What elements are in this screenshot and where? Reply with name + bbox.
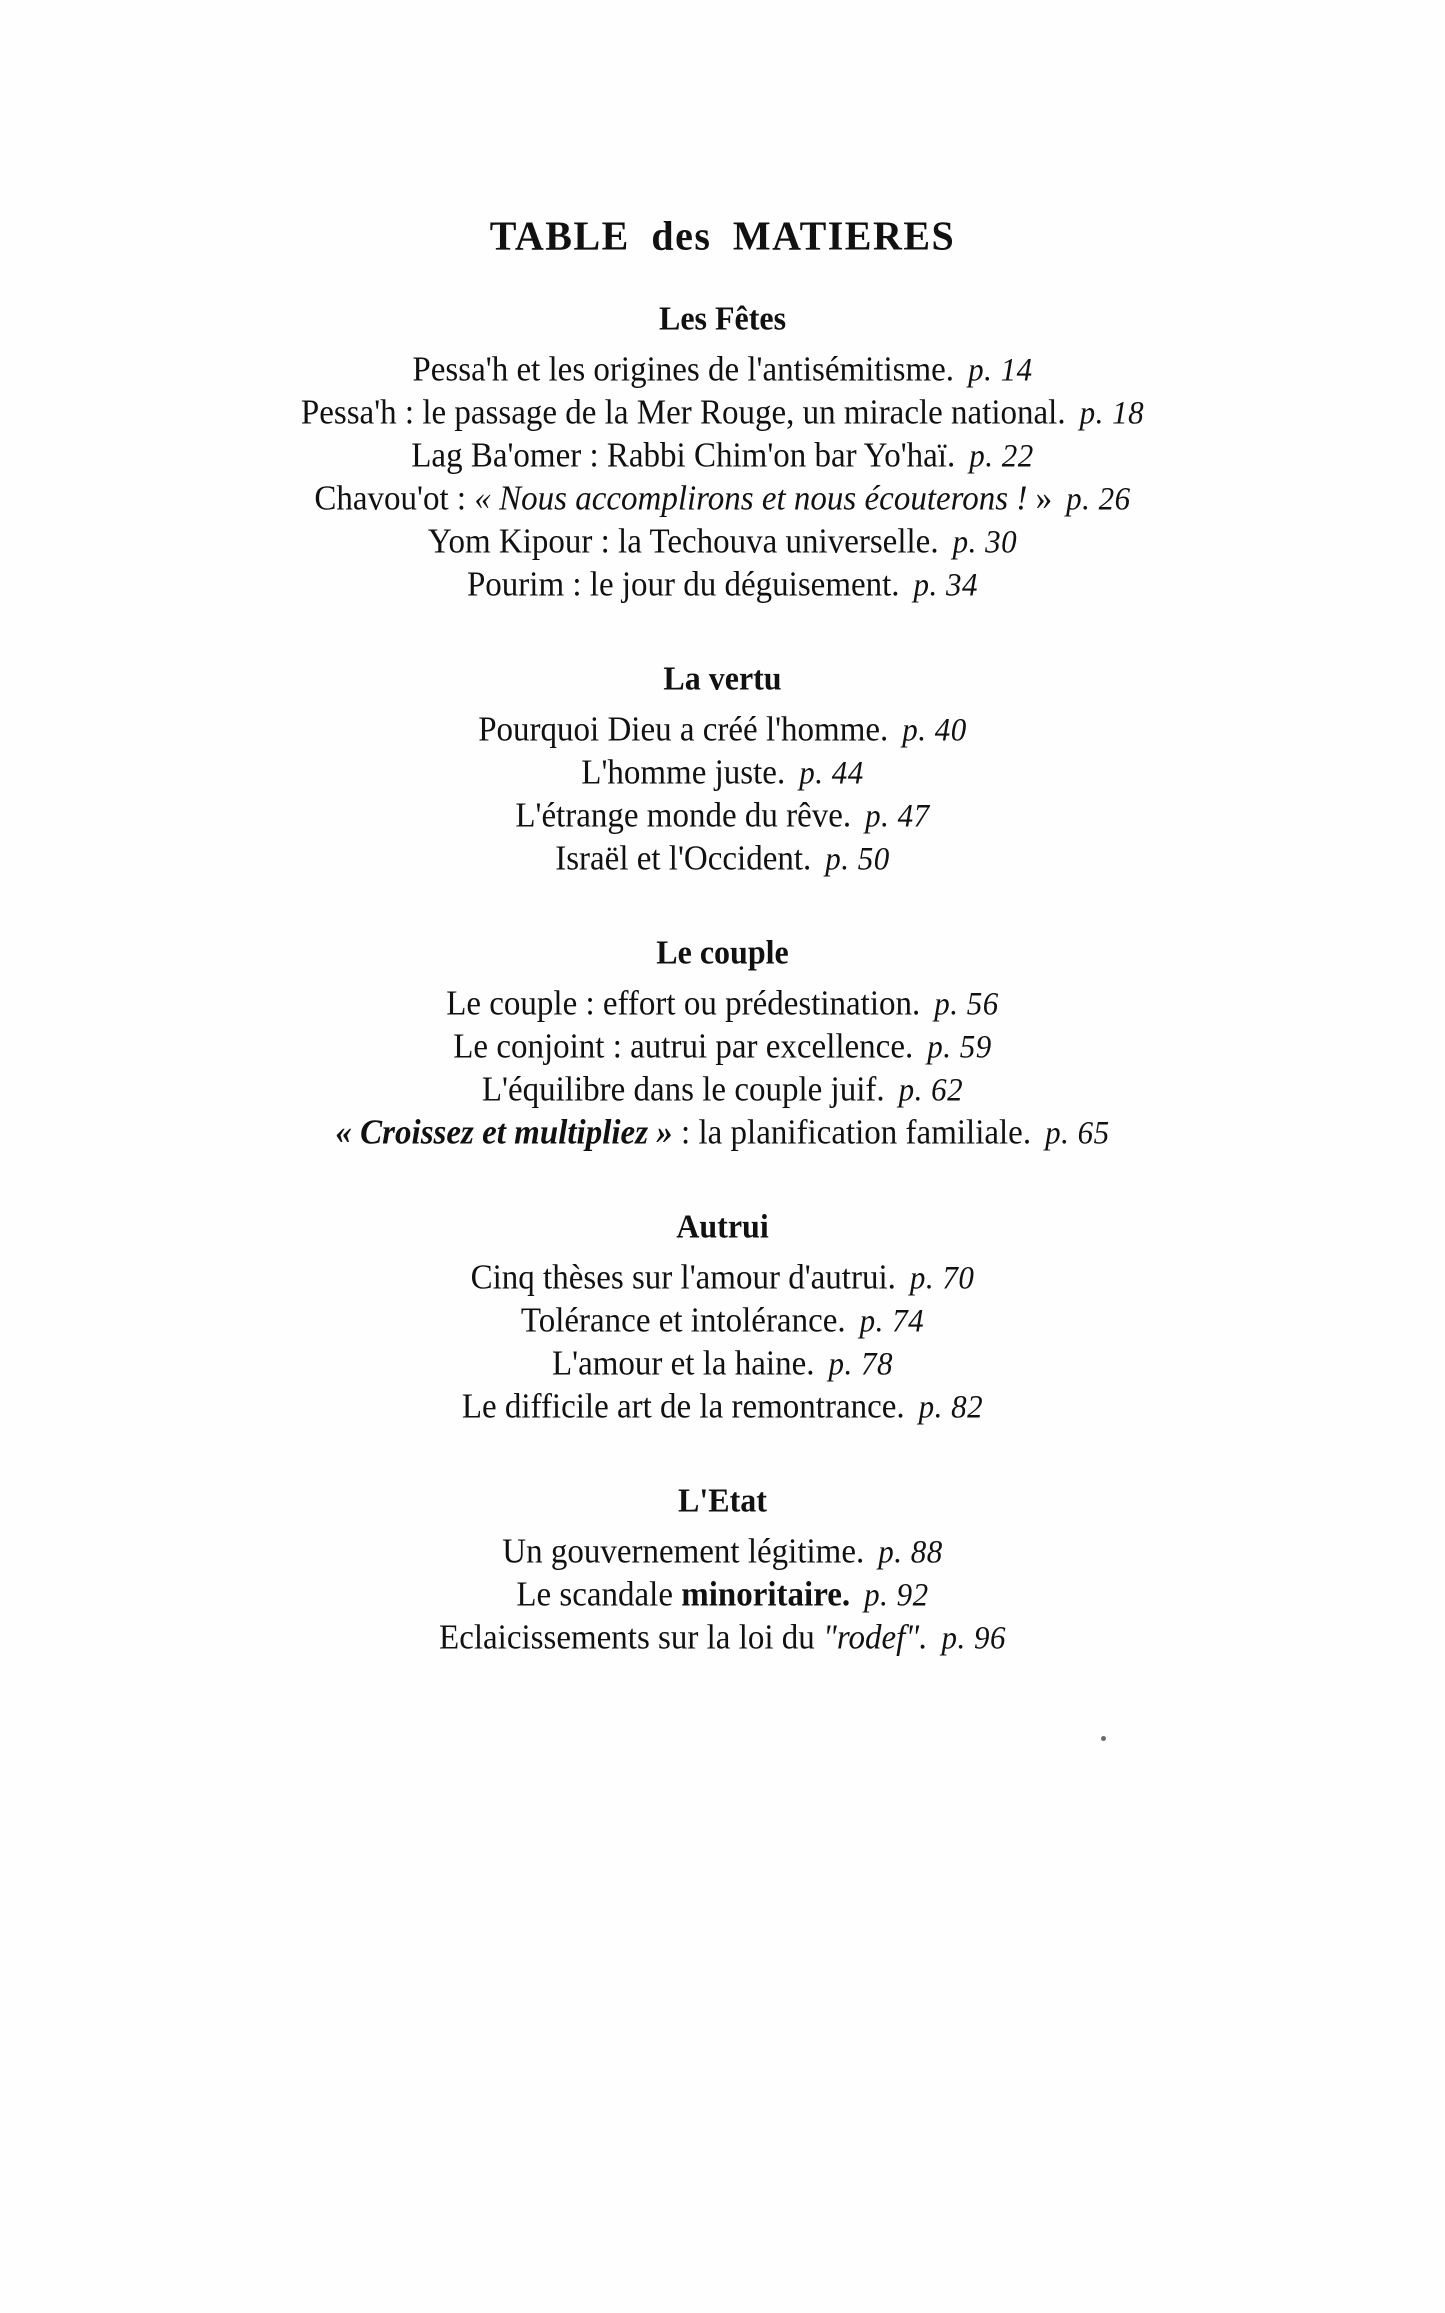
toc-entry-page-number: p. 30 [952, 522, 1018, 560]
toc-entry-title: L'étrange monde du rêve. [515, 796, 852, 836]
toc-entry-list [0, 350, 1445, 605]
toc-entry-title: L'amour et la haine. [551, 1344, 815, 1384]
toc-entry-title: Tolérance et intolérance. [520, 1301, 846, 1341]
toc-entry[interactable] [0, 1258, 1445, 1298]
toc-entry-page-number: p. 44 [799, 753, 864, 791]
toc-entry-list [0, 1532, 1445, 1658]
toc-entry[interactable] [0, 393, 1445, 433]
toc-entry-page-number: p. 96 [941, 1618, 1006, 1656]
toc-entry-page-number: p. 26 [1066, 479, 1131, 517]
toc-entry[interactable] [0, 796, 1445, 836]
toc-entry-title: Yom Kipour : la Techouva universelle. [427, 522, 939, 562]
toc-entry-title: Le couple : effort ou prédestination. [446, 984, 921, 1024]
toc-entry-page-number: p. 34 [913, 565, 979, 603]
section-spacer [0, 1424, 1445, 1480]
toc-section [0, 1480, 1445, 1658]
section-heading: Le couple [656, 933, 789, 971]
toc-entry[interactable] [0, 1301, 1445, 1341]
toc-entry-page-number: p. 59 [927, 1027, 992, 1065]
toc-entry[interactable] [0, 839, 1445, 879]
toc-entry-page-number: p. 92 [864, 1575, 929, 1613]
section-heading: Les Fêtes [658, 299, 787, 337]
toc-entry-title: Pourquoi Dieu a créé l'homme. [478, 710, 889, 750]
toc-section [0, 298, 1445, 605]
toc-entry-page-number: p. 56 [934, 984, 999, 1022]
toc-entry-title: Pessa'h : le passage de la Mer Rouge, un miracle national. [300, 393, 1066, 433]
toc-section [0, 658, 1445, 879]
toc-entry-title: Lag Ba'omer : Rabbi Chim'on bar Yo'haï. [411, 436, 956, 476]
section-spacer [0, 876, 1445, 932]
toc-entry-title: Israël et l'Occident. [555, 839, 812, 879]
toc-entry-page-number: p. 88 [878, 1532, 943, 1570]
toc-entry-title: « Croissez et multipliez » [335, 1113, 673, 1153]
toc-entry-title: Chavou'ot : [314, 479, 475, 519]
section-spacer [0, 1150, 1445, 1206]
toc-entry-page-number: p. 78 [828, 1344, 893, 1382]
scan-speck [1101, 1736, 1106, 1741]
toc-entry-title: Un gouvernement légitime. [502, 1532, 865, 1572]
toc-section [0, 1206, 1445, 1427]
toc-entry-list [0, 1258, 1445, 1427]
toc-entry-page-number: p. 47 [865, 796, 930, 834]
toc-entry-title: Cinq thèses sur l'amour d'autrui. [470, 1258, 896, 1298]
toc-entry[interactable] [0, 522, 1445, 562]
toc-entry-title: L'équilibre dans le couple juif. [481, 1070, 885, 1110]
toc-entry-title: : la planification familiale. [672, 1113, 1032, 1153]
toc-entry-page-number: p. 74 [859, 1301, 925, 1339]
toc-entry[interactable] [0, 753, 1445, 793]
toc-entry[interactable] [0, 1344, 1445, 1384]
toc-entry[interactable] [0, 479, 1445, 519]
toc-entry-page-number: p. 40 [902, 710, 967, 748]
toc-entry[interactable] [0, 710, 1445, 750]
toc-entry-page-number: p. 18 [1079, 393, 1145, 431]
section-heading: L'Etat [678, 1481, 767, 1519]
toc-entry-title: minoritaire. [681, 1575, 851, 1615]
toc-entry-page-number: p. 14 [968, 350, 1033, 388]
toc-entry-title: Pourim : le jour du déguisement. [466, 565, 900, 605]
toc-entry-title: Pessa'h et les origines de l'antisémitisme. [412, 350, 955, 390]
toc-entry-list [0, 984, 1445, 1153]
toc-entry-title: Le scandale [516, 1575, 682, 1615]
toc-entry[interactable] [0, 436, 1445, 476]
toc-entry[interactable] [0, 1027, 1445, 1067]
toc-entry-page-number: p. 82 [918, 1387, 984, 1425]
toc-entry[interactable] [0, 1532, 1445, 1572]
toc-entry[interactable] [0, 1387, 1445, 1427]
page-title: TABLE des MATIERES [489, 212, 956, 260]
toc-entry-page-number: p. 50 [825, 839, 890, 877]
toc-entry[interactable] [0, 1070, 1445, 1110]
toc-entry-title: "rodef". [823, 1618, 928, 1658]
toc-entry[interactable] [0, 350, 1445, 390]
toc-entry-page-number: p. 22 [969, 436, 1034, 474]
toc-entry-title: » [1027, 479, 1053, 519]
toc-entry-page-number: p. 62 [898, 1070, 964, 1108]
toc-entry-title: Le difficile art de la remontrance. [461, 1387, 905, 1427]
toc-sections [0, 298, 1445, 1658]
toc-entry-title: Le conjoint : autrui par excellence. [453, 1027, 914, 1067]
toc-entry[interactable] [0, 1575, 1445, 1615]
toc-section [0, 932, 1445, 1153]
toc-entry[interactable] [0, 1618, 1445, 1658]
toc-entry-list [0, 710, 1445, 879]
section-heading: La vertu [663, 659, 782, 697]
toc-entry-title: L'homme juste. [581, 753, 786, 793]
toc-entry[interactable] [0, 565, 1445, 605]
toc-entry-page-number: p. 65 [1045, 1113, 1110, 1151]
toc-entry[interactable] [0, 984, 1445, 1024]
toc-entry-page-number: p. 70 [909, 1258, 975, 1296]
toc-entry-title: Eclaicissements sur la loi du [439, 1618, 824, 1658]
toc-entry-title: « Nous accomplirons et nous écouterons ! [474, 479, 1028, 519]
section-spacer [0, 602, 1445, 658]
toc-entry[interactable] [0, 1113, 1445, 1153]
section-heading: Autrui [676, 1207, 769, 1245]
